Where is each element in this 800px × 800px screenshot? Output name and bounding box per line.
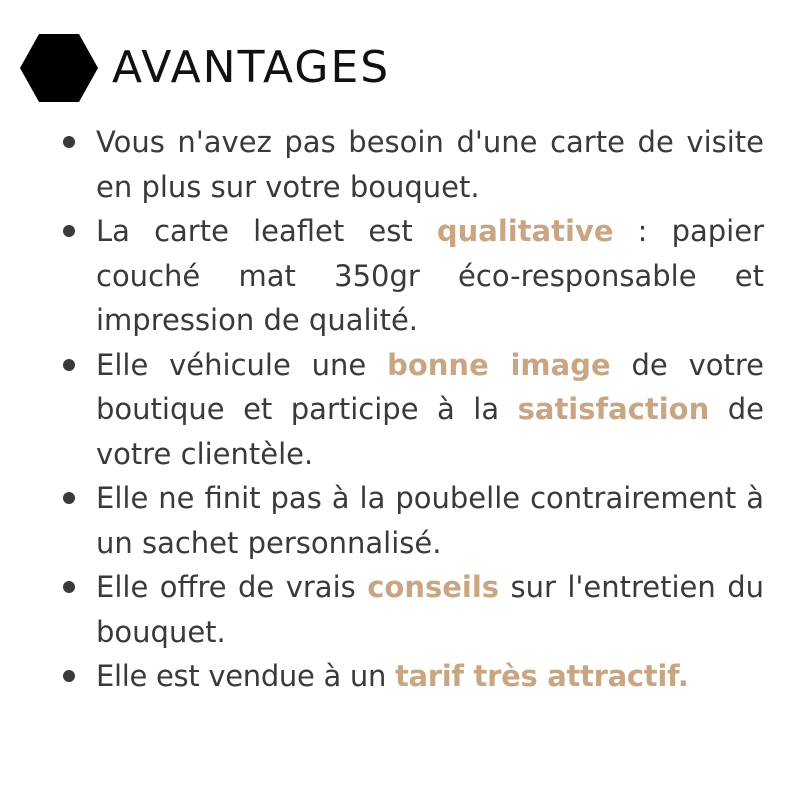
- bullet-dot-icon: [63, 581, 75, 593]
- highlight-conseils: conseils: [367, 570, 500, 604]
- bullet-text: Vous n'avez pas besoin d'une carte de visite en plus sur votre bouquet.: [96, 125, 764, 204]
- bullet-dot-icon: [63, 136, 75, 148]
- highlight-tarif: tarif très attractif.: [394, 659, 689, 693]
- advantages-list: [63, 120, 764, 699]
- bullet-text: sur l'entretien du bouquet.: [96, 570, 764, 649]
- page-title: AVANTAGES: [112, 42, 391, 93]
- highlight-bonne-image: bonne image: [387, 347, 611, 382]
- list-item: [63, 209, 764, 343]
- bullet-dot-icon: [63, 670, 75, 682]
- bullet-dot-icon: [63, 359, 75, 371]
- bullet-text: Elle véhicule une: [96, 347, 388, 382]
- highlight-qualitative: qualitative: [436, 214, 614, 248]
- header: [20, 32, 390, 104]
- list-item: [63, 343, 764, 477]
- bullet-text: de votre boutique et participe à la: [96, 347, 764, 426]
- bullet-dot-icon: [63, 492, 75, 504]
- bullet-text: Elle ne finit pas à la poubelle contrairement à un sachet personnalisé.: [96, 481, 764, 560]
- hexagon-icon: [20, 34, 98, 102]
- list-item: [63, 476, 764, 565]
- bullet-text: : papier couché mat 350gr éco-responsable et impression de qualité.: [96, 214, 764, 337]
- bullet-dot-icon: [63, 225, 75, 237]
- bullet-text: La carte leaflet est: [96, 214, 437, 248]
- bullet-text: Elle offre de vrais: [96, 570, 368, 604]
- bullet-text: de votre clientèle.: [96, 392, 764, 471]
- list-item: [63, 654, 764, 699]
- list-item: [63, 120, 764, 209]
- bullet-text: Elle est vendue à un: [96, 659, 395, 693]
- highlight-satisfaction: satisfaction: [517, 392, 710, 426]
- list-item: [63, 565, 764, 654]
